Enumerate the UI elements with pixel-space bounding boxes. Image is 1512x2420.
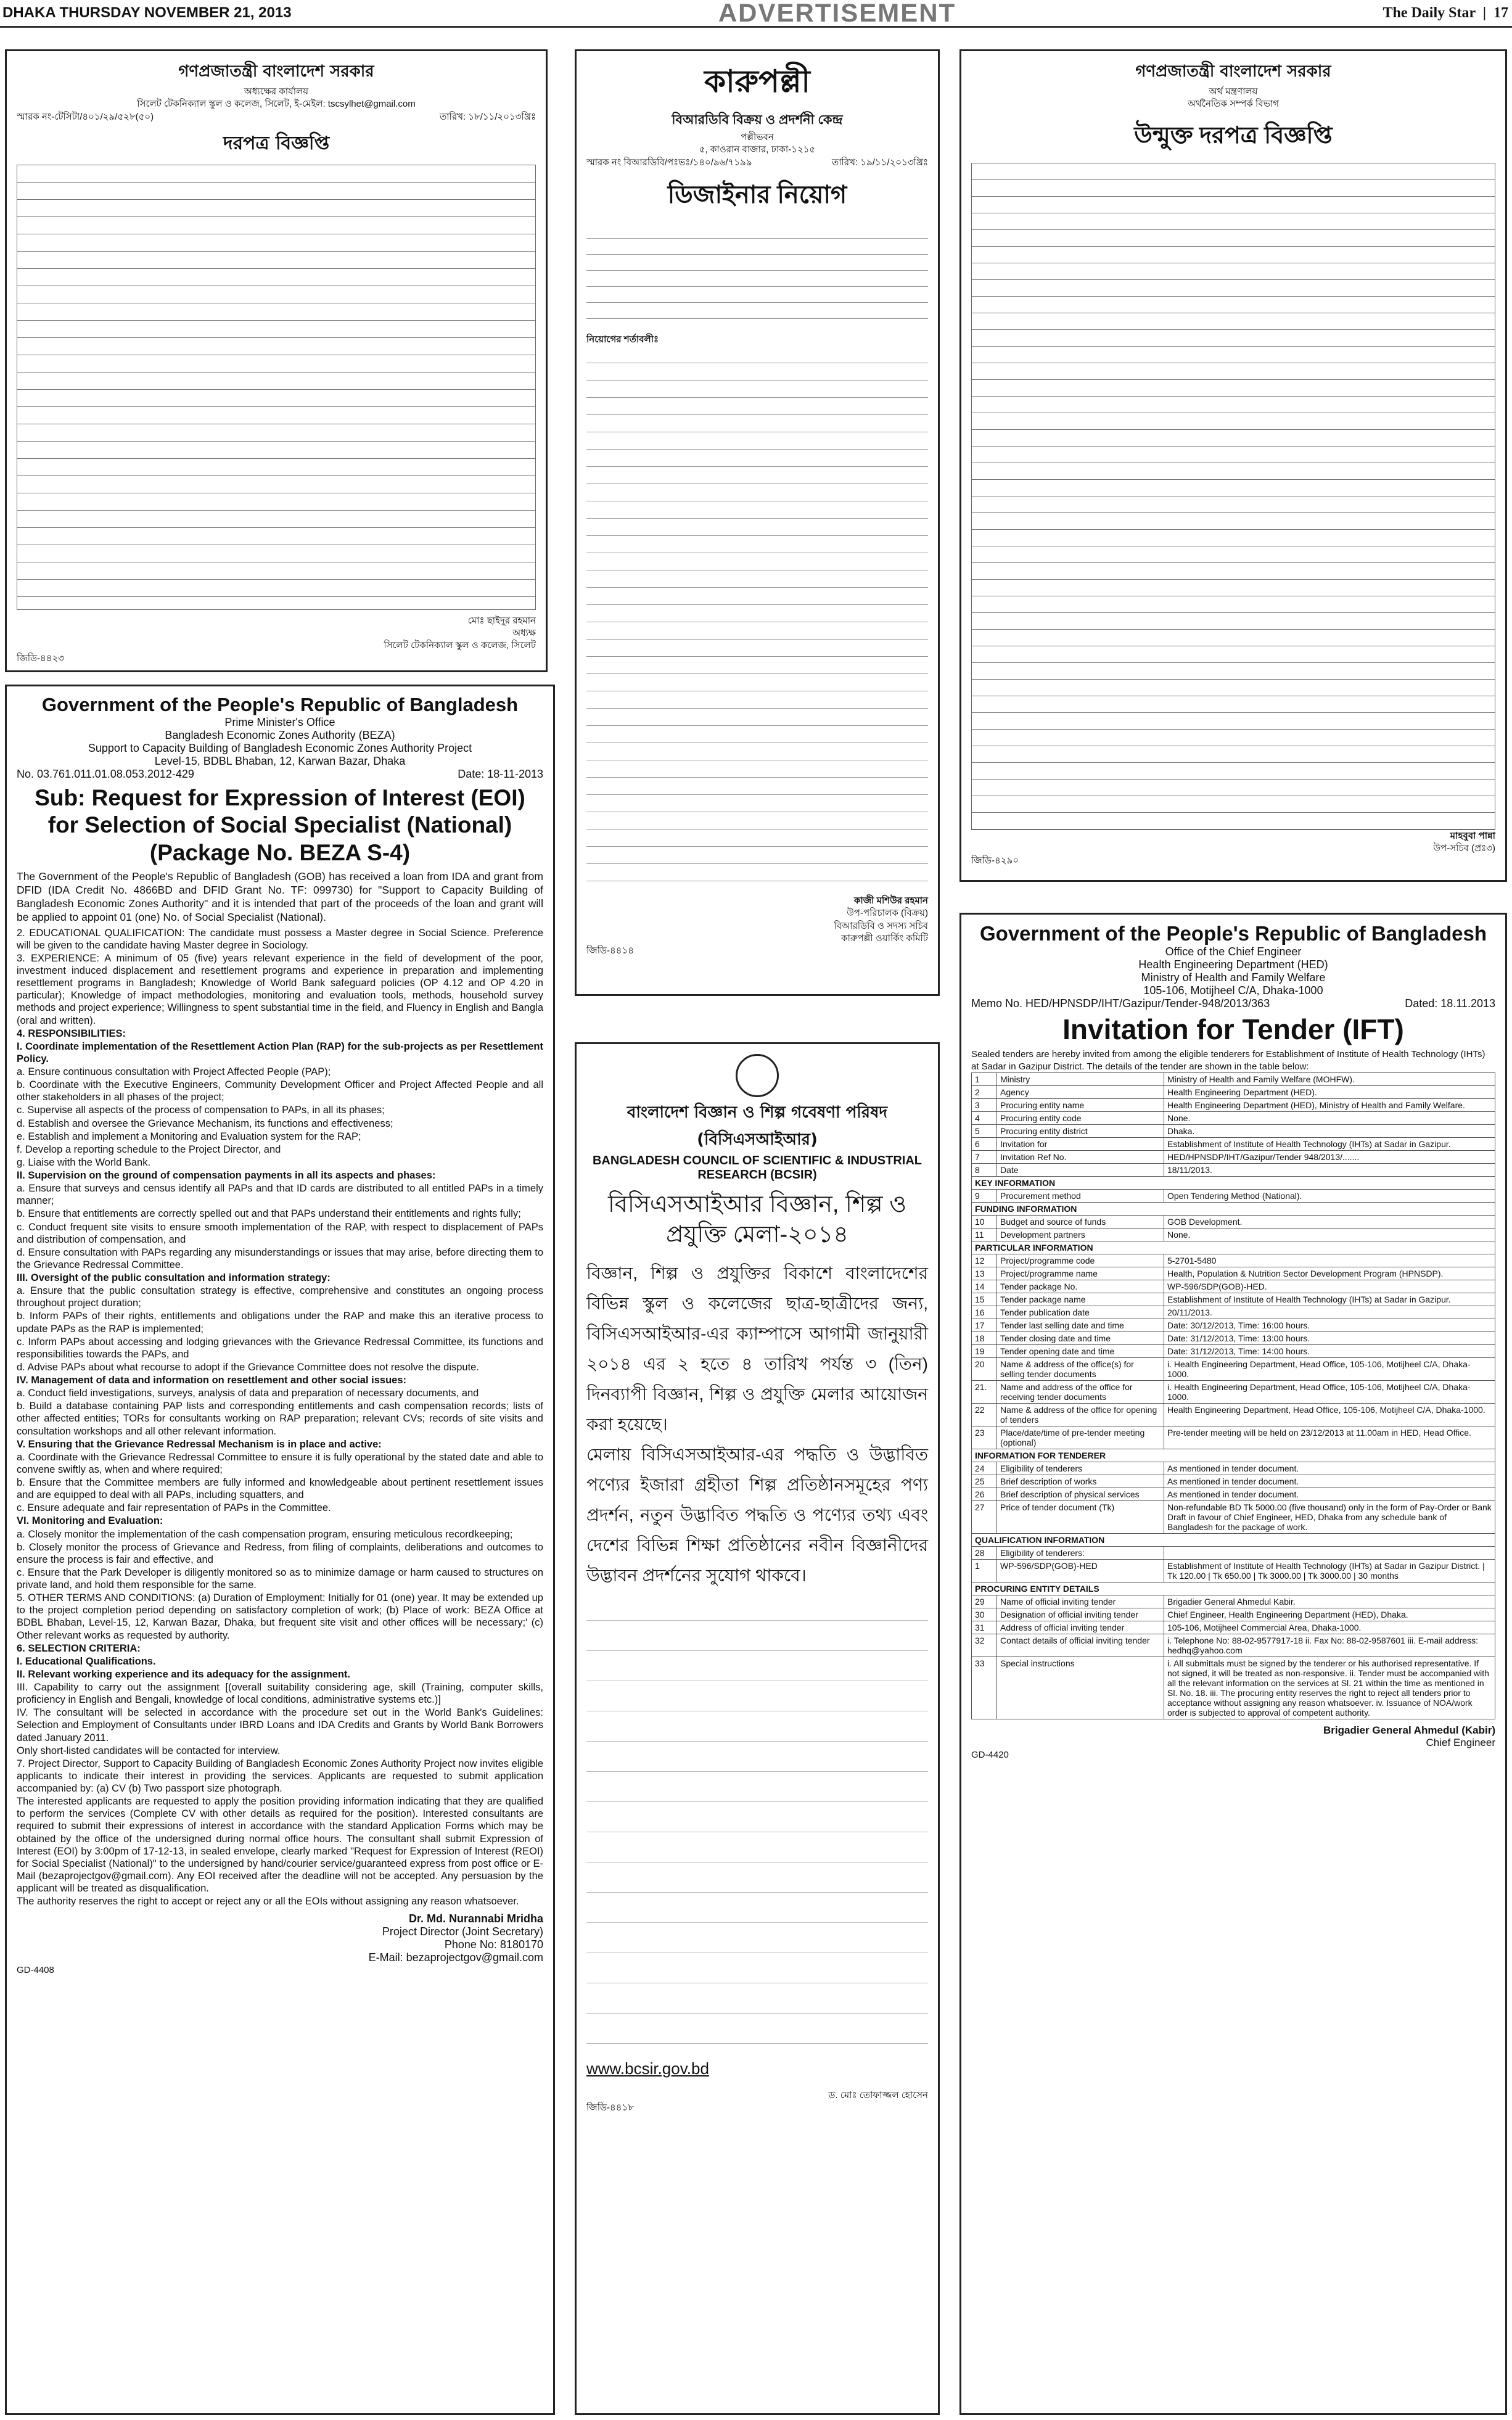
memo-number: স্মারক নং বিআরডিবি/পঃভঃ/১৪০/৯৬/৭১৯৯ (586, 157, 752, 168)
table-cell: Establishment of Institute of Health Technology (IHTs) at Sadar in Gazipur District. | Tk 120.00 | Tk 650.00 | Tk 3000.00 | Tk 3000.00 | 30 months (1164, 1560, 1495, 1582)
ad-title: গণপ্রজাতন্ত্রী বাংলাদেশ সরকার (178, 62, 374, 81)
signer-name: কাজী মশিউর রহমান (853, 895, 928, 906)
table-cell: Health, Population & Nutrition Sector Development Program (HPNSDP). (1164, 1267, 1495, 1280)
ad-college: সিলেট টেকনিক্যাল স্কুল ও কলেজ, সিলেট, ই-মেইল: tscsylhet@gmail.com (137, 99, 416, 110)
body-placeholder (586, 1591, 928, 2059)
table-cell: 8 (972, 1164, 997, 1177)
eoi-item: e. Establish and implement a Monitoring and Evaluation system for the RAP; (17, 1130, 361, 1142)
dateline: DHAKA THURSDAY NOVEMBER 21, 2013 (2, 4, 292, 21)
section-header-cell: PROCURING ENTITY DETAILS (972, 1582, 1495, 1595)
signer-name: মাহবুবা পান্না (1450, 830, 1495, 841)
eoi-item: III. Oversight of the public consultation and information strategy: (17, 1272, 331, 1284)
table-row (972, 1138, 1495, 1151)
memo-number: Memo No. HED/HPNSDP/IHT/Gazipur/Tender-948/2013/363 (971, 997, 1270, 1010)
table-cell: Brief description of works (997, 1475, 1164, 1488)
office-3: Support to Capacity Building of Bangladesh Economic Zones Authority Project (88, 742, 472, 754)
table-row (972, 1332, 1495, 1345)
eoi-item: b. Inform PAPs of their rights, entitlements and obligations under the RAP and make this an iterative process to update PAPs as the RAP is implemented; (17, 1311, 543, 1335)
table-cell: Date: 31/12/2013, Time: 13:00 hours. (1164, 1332, 1495, 1345)
body-placeholder (586, 223, 928, 334)
table-cell: 18 (972, 1332, 997, 1345)
section-header-cell: PARTICULAR INFORMATION (972, 1241, 1495, 1254)
table-cell: 32 (972, 1634, 997, 1657)
memo-date: তারিখ: ১৮/১১/২০১৩খ্রিঃ (439, 111, 536, 122)
table-cell: 7 (972, 1151, 997, 1164)
ad-karupalli (575, 49, 940, 996)
table-cell: As mentioned in tender document. (1164, 1488, 1495, 1501)
table-cell: Tender opening date and time (997, 1345, 1164, 1358)
table-row (972, 1345, 1495, 1358)
table-row (972, 1164, 1495, 1177)
table-row (972, 1560, 1495, 1582)
table-cell: GOB Development. (1164, 1216, 1495, 1229)
memo-date: তারিখ: ১৯/১১/২০১৩খ্রিঃ (831, 157, 928, 168)
eoi-item: c. Conduct frequent site visits to ensure smooth implementation of the RAP, with respect to displacement of PAPs and distribution of compensation, and (17, 1221, 543, 1245)
table-cell: 105-106, Motijheel Commercial Area, Dhaka-1000. (1164, 1621, 1495, 1634)
table-cell: 31 (972, 1621, 997, 1634)
table-cell: Project/programme name (997, 1267, 1164, 1280)
ad-code: জিডি-৪৪১৪ (586, 945, 634, 956)
table-cell: i. Telephone No: 88-02-9577917-18 ii. Fax No: 88-02-9587601 iii. E-mail address: hedhq@yahoo.com (1164, 1634, 1495, 1657)
table-row (972, 1241, 1495, 1254)
section-header-cell: FUNDING INFORMATION (972, 1203, 1495, 1216)
memo-number: No. 03.761.011.01.08.053.2012-429 (17, 768, 194, 780)
signer-name: Brigadier General Ahmedul (Kabir) (1323, 1724, 1495, 1736)
table-row (972, 1404, 1495, 1426)
table-cell: Brief description of physical services (997, 1488, 1164, 1501)
table-cell: 20 (972, 1358, 997, 1381)
table-row (972, 1449, 1495, 1462)
table-cell: Eligibility of tenderers (997, 1462, 1164, 1475)
ad-beza-eoi (5, 685, 555, 2415)
eoi-item: III. Capability to carry out the assignment [(overall suitability considering age, skill (Training, computer skills, proficiency in English and Bengali, knowledge of local conditions, administrative systems etc.)] (17, 1682, 543, 1706)
eoi-item: Only short-listed candidates will be contacted for interview. (17, 1745, 281, 1756)
table-cell: 18/11/2013. (1164, 1164, 1495, 1177)
eoi-item: b. Closely monitor the process of Grievance and Redress, from filing of complaints, deliberations and outcomes to ensure the process is fair and effective, and (17, 1541, 543, 1565)
signer-phone: Phone No: 8180170 (444, 1938, 543, 1951)
table-row (972, 1657, 1495, 1719)
ad-sylhet-tender (5, 49, 548, 672)
office-2: Bangladesh Economic Zones Authority (BEZA) (165, 729, 395, 741)
table-cell: Contact details of official inviting tender (997, 1634, 1164, 1657)
eoi-item: c. Ensure adequate and fair representation of PAPs in the Committee. (17, 1502, 331, 1514)
ad-heading: বিসিএসআইআর বিজ্ঞান, শিল্প ও প্রযুক্তি মেলা-২০১৪ (607, 1191, 907, 1248)
table-cell: 10 (972, 1216, 997, 1229)
table-row (972, 1216, 1495, 1229)
table-cell: Development partners (997, 1229, 1164, 1241)
eoi-item: The authority reserves the right to accept or reject any or all the EOIs without assigning any reason whatsoever. (17, 1896, 519, 1908)
eoi-item: f. Develop a reporting schedule to the Project Director, and (17, 1143, 281, 1155)
eoi-item: 2. EDUCATIONAL QUALIFICATION: The candidate must possess a Master degree in Social Science. Preference will be given to the candidate having Master degree in Sociology. (17, 927, 543, 951)
section-header-cell: INFORMATION FOR TENDERER (972, 1449, 1495, 1462)
table-row (972, 1595, 1495, 1608)
eoi-item: II. Supervision on the ground of compensation payments in all its aspects and phases: (17, 1170, 436, 1182)
table-cell: 4 (972, 1112, 997, 1125)
ad-heading: Invitation for Tender (IFT) (1062, 1013, 1404, 1045)
table-cell: Agency (997, 1086, 1164, 1099)
table-cell: Tender publication date (997, 1306, 1164, 1319)
table-cell: 9 (972, 1190, 997, 1203)
ad-abbr-bn: (বিসিএসআইআর) (697, 1130, 818, 1149)
eoi-item: c. Ensure that the Park Developer is diligently monitored so as to minimize damage or harm caused to structures on private land, and hold them responsible for the same. (17, 1566, 543, 1591)
table-cell: Date (997, 1164, 1164, 1177)
memo-date: Dated: 18.11.2013 (1405, 997, 1495, 1010)
eoi-item: I. Educational Qualifications. (17, 1655, 156, 1667)
ad-title: Government of the People's Republic of Bangladesh (980, 922, 1487, 945)
table-cell: Address of official inviting tender (997, 1621, 1164, 1634)
table-cell: 15 (972, 1293, 997, 1306)
ad-title: গণপ্রজাতন্ত্রী বাংলাদেশ সরকার (1135, 62, 1331, 81)
table-row (972, 1621, 1495, 1634)
table-cell: Name and address of the office for receiving tender documents (997, 1381, 1164, 1404)
table-cell: 33 (972, 1657, 997, 1719)
signer-name: Dr. Md. Nurannabi Mridha (408, 1912, 543, 1925)
table-cell: None. (1164, 1229, 1495, 1241)
table-cell: Name & address of the office(s) for selling tender documents (997, 1358, 1164, 1381)
table-row (972, 1475, 1495, 1488)
ad-office: অধ্যক্ষের কার্যালয় (244, 86, 309, 97)
table-cell: 29 (972, 1595, 997, 1608)
table-cell: 22 (972, 1404, 997, 1426)
signer-title: Project Director (Joint Secretary) (382, 1925, 543, 1938)
conditions-placeholder (586, 346, 928, 895)
table-cell: 17 (972, 1319, 997, 1332)
intro-paragraph: Sealed tenders are hereby invited from among the eligible tenderers for Establishment of Institute of Health Technology (IHTs) at Sadar in Gazipur District. The details of the tender are shown in the table below: (971, 1049, 1485, 1072)
section-header-cell: QUALIFICATION INFORMATION (972, 1534, 1495, 1547)
table-row (972, 1254, 1495, 1267)
paper-name: The Daily Star | 17 (1383, 4, 1508, 21)
intro-paragraph: The Government of the People's Republic of Bangladesh (GOB) has received a loan from IDA and grant from DFID (IDA Credit No. 4866BD and DFID Grant No. TF: 099730) for "Support to Capacity Building of Bangladesh Economic Zones Authority" and it is intended that part of the proceeds of the loan and grant will be applied to appoint 01 (one) No. of Social Specialist (National). (17, 870, 543, 923)
division: অর্থনৈতিক সম্পর্ক বিভাগ (1187, 99, 1280, 110)
eoi-item: c. Supervise all aspects of the process of compensation to PAPs, in all its phases; (17, 1105, 385, 1116)
table-row (972, 1634, 1495, 1657)
eoi-item: b. Coordinate with the Executive Engineers, Community Development Officer and Project Affected People and all other stakeholders in all phases of the project; (17, 1079, 543, 1103)
table-cell: Pre-tender meeting will be held on 23/12/2013 at 11.00am in HED, Head Office. (1164, 1426, 1495, 1449)
table-cell: Procuring entity code (997, 1112, 1164, 1125)
table-row (972, 1358, 1495, 1381)
page-header (0, 0, 1512, 28)
eoi-item: The interested applicants are requested to apply the position providing information indicating that they are qualified to perform the services (Complete CV with other details as required for the position). Interested consultants are required to submit their expressions of interest in accordance with the standard Application Forms which may be obtained by the office of the undersigned during normal office hours. The consultant shall submit Expression of Interest (EOI) by 3:00pm of 17-12-13, in sealed envelope, clearly marked "Request for Expression of Interest (REOI) for Social Specialist (National)" to the undersigned by hand/courier service/guaranteed express from post office or E-Mail (bezaprojectgov@gmail.com). Any EOI received after the deadline will not be accepted. Any persuasion by the applicant will be treated as disqualification. (17, 1796, 543, 1895)
ad-erd-tender (959, 49, 1507, 882)
eoi-item: 4. RESPONSIBILITIES: (17, 1027, 126, 1039)
eoi-item: c. Inform PAPs about accessing and lodging grievances with the Grievance Redressal Committee, its functions and responsibilities towards the PAPs, and (17, 1336, 543, 1360)
table-cell: 2 (972, 1086, 997, 1099)
table-row (972, 1125, 1495, 1138)
table-cell: Health Engineering Department (HED), Ministry of Health and Family Welfare. (1164, 1099, 1495, 1112)
eoi-items (17, 927, 543, 1908)
eoi-item: 5. OTHER TERMS AND CONDITIONS: (a) Duration of Employment: Initially for 01 (one) year. It may be extended up to the project completion period depending on satisfactory completion of work; (b) Place of work: BEZA Office at BDBL Bhaban, Level-15, 12, Karwan Bazar, Dhaka, but frequent site visit and other offices will be necessary;' (c) Other relevant works as requested by authority. (17, 1592, 543, 1641)
table-cell: Name of official inviting tender (997, 1595, 1164, 1608)
table-cell: Establishment of Institute of Health Technology (IHTs) at Sadar in Gazipur. (1164, 1138, 1495, 1151)
table-row (972, 1086, 1495, 1099)
table-cell: 26 (972, 1488, 997, 1501)
signer-name: মোঃ ছাইদুর রহমান (467, 615, 536, 626)
table-cell: As mentioned in tender document. (1164, 1462, 1495, 1475)
dept-name: বিআরডিবি বিক্রয় ও প্রদর্শনী কেন্দ্র (672, 113, 843, 127)
eoi-item: a. Closely monitor the implementation of the cash compensation program, ensuring meticulous recordkeeping; (17, 1528, 513, 1540)
office-2: Health Engineering Department (HED) (1138, 958, 1328, 971)
table-cell: WP-596/SDP(GOB)-HED (997, 1560, 1164, 1582)
ad-title-en: BANGLADESH COUNCIL OF SCIENTIFIC & INDUSTRIAL RESEARCH (BCSIR) (592, 1154, 922, 1182)
table-cell: Invitation for (997, 1138, 1164, 1151)
table-cell: 27 (972, 1501, 997, 1534)
table-cell: Tender package name (997, 1293, 1164, 1306)
dept-building: পল্লীভবন (741, 132, 774, 142)
table-cell: 21. (972, 1381, 997, 1404)
ad-code: জিডি-৪৪২৩ (17, 652, 65, 664)
subject-heading: Sub: Request for Expression of Interest (EOI) for Selection of Social Specialist (National) (Package No. BEZA S-4) (35, 785, 525, 865)
conditions-heading: নিয়োগের শর্তাবলীঃ (586, 334, 659, 345)
ad-code: GD-4420 (971, 1750, 1009, 1760)
table-cell: 30 (972, 1608, 997, 1621)
eoi-item: VI. Monitoring and Evaluation: (17, 1515, 163, 1527)
table-cell: 25 (972, 1475, 997, 1488)
table-cell: 20/11/2013. (1164, 1306, 1495, 1319)
table-cell: Health Engineering Department (HED). (1164, 1086, 1495, 1099)
table-cell: 11 (972, 1229, 997, 1241)
table-cell: Open Tendering Method (National). (1164, 1190, 1495, 1203)
table-row (972, 1547, 1495, 1560)
table-cell: None. (1164, 1112, 1495, 1125)
table-cell: Budget and source of funds (997, 1216, 1164, 1229)
body-text-2: মেলায় বিসিএসআইআর-এর পদ্ধতি ও উদ্ভাবিত পণ্যের ইজারা গ্রহীতা শিল্প প্রতিষ্ঠানসমূহের পণ্য প্রদর্শন, নতুন উদ্ভাবিত পদ্ধতি ও পণ্যের তথ্য এবং দেশের বিভিন্ন শিক্ষা প্রতিষ্ঠানের নবীন বিজ্ঞানীদের উদ্ভাবন প্রদর্শনের সুযোগ থাকবে। (586, 1444, 928, 1585)
table-cell: Price of tender document (Tk) (997, 1501, 1164, 1534)
eoi-item: d. Ensure consultation with PAPs regarding any misunderstandings or issues that may arise, before directing them to the Grievance Redressal Committee. (17, 1246, 543, 1270)
eoi-item: V. Ensuring that the Grievance Redressal Mechanism is in place and active: (17, 1438, 382, 1450)
table-cell: 23 (972, 1426, 997, 1449)
signer-title: Chief Engineer (1426, 1737, 1495, 1748)
office-3: Ministry of Health and Family Welfare (1141, 971, 1326, 984)
table-cell: Eligibility of tenderers: (997, 1547, 1164, 1560)
section-header-cell: KEY INFORMATION (972, 1177, 1495, 1190)
memo-date: Date: 18-11-2013 (458, 768, 543, 780)
table-cell: Ministry of Health and Family Welfare (MOHFW). (1164, 1073, 1495, 1086)
table-cell: Date: 30/12/2013, Time: 16:00 hours. (1164, 1319, 1495, 1332)
office-1: Office of the Chief Engineer (1165, 945, 1302, 958)
table-cell: 3 (972, 1099, 997, 1112)
signer-title: উপ-পরিচালক (বিক্রয়) (847, 908, 928, 919)
ad-code: জিডি-৪২৯০ (971, 855, 1019, 866)
table-cell: Procuring entity district (997, 1125, 1164, 1138)
signer-title: উপ-সচিব (প্রঃ৩) (1433, 842, 1495, 854)
eoi-item: 6. SELECTION CRITERIA: (17, 1642, 141, 1654)
eoi-item: 3. EXPERIENCE: A minimum of 05 (five) years relevant experience in the field of development of the poor, investment induced displacement and resettlement programs and experience in preparation and implementing resettlement programs in Bangladesh; Knowledge of World Bank safeguard policies (OP 4.12 and OP 4.20 in particular); Knowledge of impact methodologies, monitoring and evaluation tools, methods, household survey methods and project experience; Willingness to spent substantial time in the field, and Fluency in English and Bangla (oral and written). (17, 952, 543, 1026)
table-row (972, 1293, 1495, 1306)
ad-bcsir-fair (575, 1042, 940, 2415)
eoi-item: I. Coordinate implementation of the Resettlement Action Plan (RAP) for the sub-projects as per Resettlement Policy. (17, 1040, 543, 1064)
eoi-item: IV. Management of data and information on resettlement and other social issues: (17, 1375, 407, 1386)
table-cell: Non-refundable BD Tk 5000.00 (five thousand) only in the form of Pay-Order or Bank Draft in favour of Chief Engineer, HED, Dhaka from any schedule bank of Bangladesh for the package of work. (1164, 1501, 1495, 1534)
office-4: Level-15, BDBL Bhaban, 12, Karwan Bazar, Dhaka (154, 755, 406, 767)
table-cell: i. All submittals must be signed by the tenderer or his authorised representative. If not signed, it will be treated as non-responsive. ii. Tender must be accompanied with all the relevant information on the services at Sl. 21 within the time as mentioned in Sl. No. 18. iii. The procuring entity reserves the right to reject all tenders prior to acceptance without assigning any reason whatsoever. iv. Issuance of NOA/work order is subjected to approval of competent authority. (1164, 1657, 1495, 1719)
eoi-item: a. Coordinate with the Grievance Redressal Committee to ensure it is fully operational by the stated date and able to convene swiftly as, when and where required; (17, 1451, 543, 1475)
tender-table (971, 1072, 1495, 1719)
table-cell: i. Health Engineering Department, Head Office, 105-106, Motijheel C/A, Dhaka-1000. (1164, 1358, 1495, 1381)
signer-title-3: কারুপল্লী ওয়ার্কিং কমিটি (841, 932, 928, 944)
tender-table-placeholder (971, 163, 1495, 830)
table-cell: 1 (972, 1073, 997, 1086)
table-cell: Chief Engineer, Health Engineering Department (HED), Dhaka. (1164, 1608, 1495, 1621)
table-cell: Special instructions (997, 1657, 1164, 1719)
signer-title-2: বিআরডিবি ও সদস্য সচিব (834, 920, 928, 931)
table-cell: Tender last selling date and time (997, 1319, 1164, 1332)
table-cell: 5-2701-5480 (1164, 1254, 1495, 1267)
table-row (972, 1608, 1495, 1621)
table-cell: 16 (972, 1306, 997, 1319)
table-cell: Project/programme code (997, 1254, 1164, 1267)
ad-heading: উন্মুক্ত দরপত্র বিজ্ঞপ্তি (1134, 122, 1333, 149)
table-cell: As mentioned in tender document. (1164, 1475, 1495, 1488)
table-cell: HED/HPNSDP/IHT/Gazipur/Tender 948/2013/....... (1164, 1151, 1495, 1164)
table-row (972, 1534, 1495, 1547)
eoi-item: b. Ensure that entitlements are correctly spelled out and that PAPs understand their entitlements and rights fully; (17, 1208, 521, 1220)
table-row (972, 1462, 1495, 1475)
table-cell: Brigadier General Ahmedul Kabir. (1164, 1595, 1495, 1608)
table-row (972, 1177, 1495, 1190)
table-cell: Place/date/time of pre-tender meeting (optional) (997, 1426, 1164, 1449)
tender-table-placeholder (17, 165, 536, 610)
eoi-item: IV. The consultant will be selected in accordance with the procedure set out in the World Bank's Guidelines: Selection and Employment of Consultants under IBRD Loans and IDA Credits and Grants by World Bank Borrowers dated January 2011. (17, 1707, 543, 1743)
eoi-item: b. Ensure that the Committee members are fully informed and knowledgeable about pertinent resettlement issues and are equipped to deal with all PAPs, including squatters, and (17, 1477, 543, 1501)
ad-heading: ডিজাইনার নিয়োগ (667, 181, 847, 208)
ad-title: Government of the People's Republic of Bangladesh (41, 694, 519, 715)
table-cell: 12 (972, 1254, 997, 1267)
table-cell: 28 (972, 1547, 997, 1560)
table-row (972, 1582, 1495, 1595)
office-4: 105-106, Motijheel C/A, Dhaka-1000 (1143, 984, 1323, 997)
table-row (972, 1501, 1495, 1534)
section-title: ADVERTISEMENT (718, 0, 956, 27)
table-row (972, 1267, 1495, 1280)
table-cell: i. Health Engineering Department, Head Office, 105-106, Motijheel C/A, Dhaka-1000. (1164, 1381, 1495, 1404)
karupalli-logo: কারুপল্লী (704, 64, 810, 99)
eoi-item: d. Establish and oversee the Grievance Mechanism, its functions and effectiveness; (17, 1117, 393, 1129)
website-link[interactable]: www.bcsir.gov.bd (586, 2059, 709, 2078)
eoi-item: d. Advise PAPs about what recourse to adopt if the Grievance Committee does not resolve the dispute. (17, 1361, 479, 1373)
eoi-item: b. Build a database containing PAP lists and corresponding entitlements and cash compensation records; lists of other affected entities; TORs for consultants working on RAP preparation; relevant CVs; records of site visits and consultation workshops and all other relevant information. (17, 1401, 543, 1437)
table-row (972, 1306, 1495, 1319)
table-cell: Dhaka. (1164, 1125, 1495, 1138)
table-cell: Procurement method (997, 1190, 1164, 1203)
table-cell: Establishment of Institute of Health Technology (IHTs) at Sadar in Gazipur. (1164, 1293, 1495, 1306)
ad-code: GD-4408 (17, 1965, 54, 1976)
table-cell: WP-596/SDP(GOB)-HED. (1164, 1280, 1495, 1293)
table-row (972, 1229, 1495, 1241)
table-cell: Procuring entity name (997, 1099, 1164, 1112)
table-cell: 1 (972, 1560, 997, 1582)
table-cell: Tender package No. (997, 1280, 1164, 1293)
bcsir-logo-icon (736, 1054, 779, 1097)
eoi-item: a. Conduct field investigations, surveys, analysis of data and preparation of necessary documents, and (17, 1388, 479, 1399)
table-cell: Date: 31/12/2013, Time: 14:00 hours. (1164, 1345, 1495, 1358)
table-row (972, 1319, 1495, 1332)
ad-code: জিডি-৪৪১৮ (586, 2102, 634, 2113)
table-cell (1164, 1547, 1495, 1560)
body-text: বিজ্ঞান, শিল্প ও প্রযুক্তির বিকাশে বাংলাদেশের বিভিন্ন স্কুল ও কলেজের ছাত্র-ছাত্রীদের জন্য, বিসিএসআইআর-এর ক্যাম্পাসে আগামী জানুয়ারী ২০১৪ এর ২ হতে ৪ তারিখ পর্যন্ত ৩ (তিন) দিনব্যাপী বিজ্ঞান, শিল্প ও প্রযুক্তি মেলার আয়োজন করা হয়েছে। (586, 1263, 928, 1434)
dept-address: ৫, কাওরান বাজার, ঢাকা-১২১৫ (699, 144, 816, 155)
table-cell: 14 (972, 1280, 997, 1293)
ad-title-bn: বাংলাদেশ বিজ্ঞান ও শিল্প গবেষণা পরিষদ (627, 1103, 888, 1122)
table-cell: 5 (972, 1125, 997, 1138)
table-cell: Invitation Ref No. (997, 1151, 1164, 1164)
ministry: অর্থ মন্ত্রণালয় (1209, 86, 1258, 97)
signer-name: ড. মোঃ তোফাজ্জল হোসেন (828, 2089, 928, 2101)
table-cell: 13 (972, 1267, 997, 1280)
memo-number: স্মারক নং-টেসিটা/৪০১/২৯/৫২৮(৫০) (17, 111, 154, 122)
table-row (972, 1099, 1495, 1112)
table-row (972, 1381, 1495, 1404)
ad-heading: দরপত্র বিজ্ঞপ্তি (223, 132, 330, 154)
table-row (972, 1151, 1495, 1164)
table-row (972, 1203, 1495, 1216)
table-row (972, 1488, 1495, 1501)
table-cell: Health Engineering Department, Head Office, 105-106, Motijheel C/A, Dhaka-1000. (1164, 1404, 1495, 1426)
table-row (972, 1426, 1495, 1449)
table-cell: Designation of official inviting tender (997, 1608, 1164, 1621)
ad-hed-tender (959, 913, 1507, 2415)
eoi-item: 7. Project Director, Support to Capacity Building of Bangladesh Economic Zones Authority Project now invites eligible applicants to indicate their interest in providing the services. Applicants are requested to submit application accompanied by: (a) CV (b) Two passport size photograph. (17, 1758, 543, 1795)
signer-office: সিলেট টেকনিক্যাল স্কুল ও কলেজ, সিলেট (384, 640, 536, 651)
table-row (972, 1190, 1495, 1203)
office-1: Prime Minister's Office (224, 716, 335, 728)
table-row (972, 1112, 1495, 1125)
table-cell: Name & address of the office for opening of tenders (997, 1404, 1164, 1426)
table-cell: 6 (972, 1138, 997, 1151)
eoi-item: a. Ensure continuous consultation with Project Affected People (PAP); (17, 1066, 331, 1078)
table-cell: Tender closing date and time (997, 1332, 1164, 1345)
eoi-item: II. Relevant working experience and its adequacy for the assignment. (17, 1668, 350, 1680)
table-row (972, 1280, 1495, 1293)
eoi-item: a. Ensure that the public consultation strategy is effective, comprehensive and constitutes an ongoing process throughout project duration; (17, 1285, 543, 1309)
eoi-item: g. Liaise with the World Bank. (17, 1156, 151, 1168)
table-cell: Ministry (997, 1073, 1164, 1086)
signer-email: E-Mail: bezaprojectgov@gmail.com (368, 1951, 543, 1964)
table-cell: 24 (972, 1462, 997, 1475)
table-cell: 19 (972, 1345, 997, 1358)
eoi-item: a. Ensure that surveys and census identify all PAPs and that ID cards are distributed to all entitled PAPs in a timely manner; (17, 1183, 543, 1207)
table-row (972, 1073, 1495, 1086)
signer-title: অধ্যক্ষ (512, 628, 536, 638)
